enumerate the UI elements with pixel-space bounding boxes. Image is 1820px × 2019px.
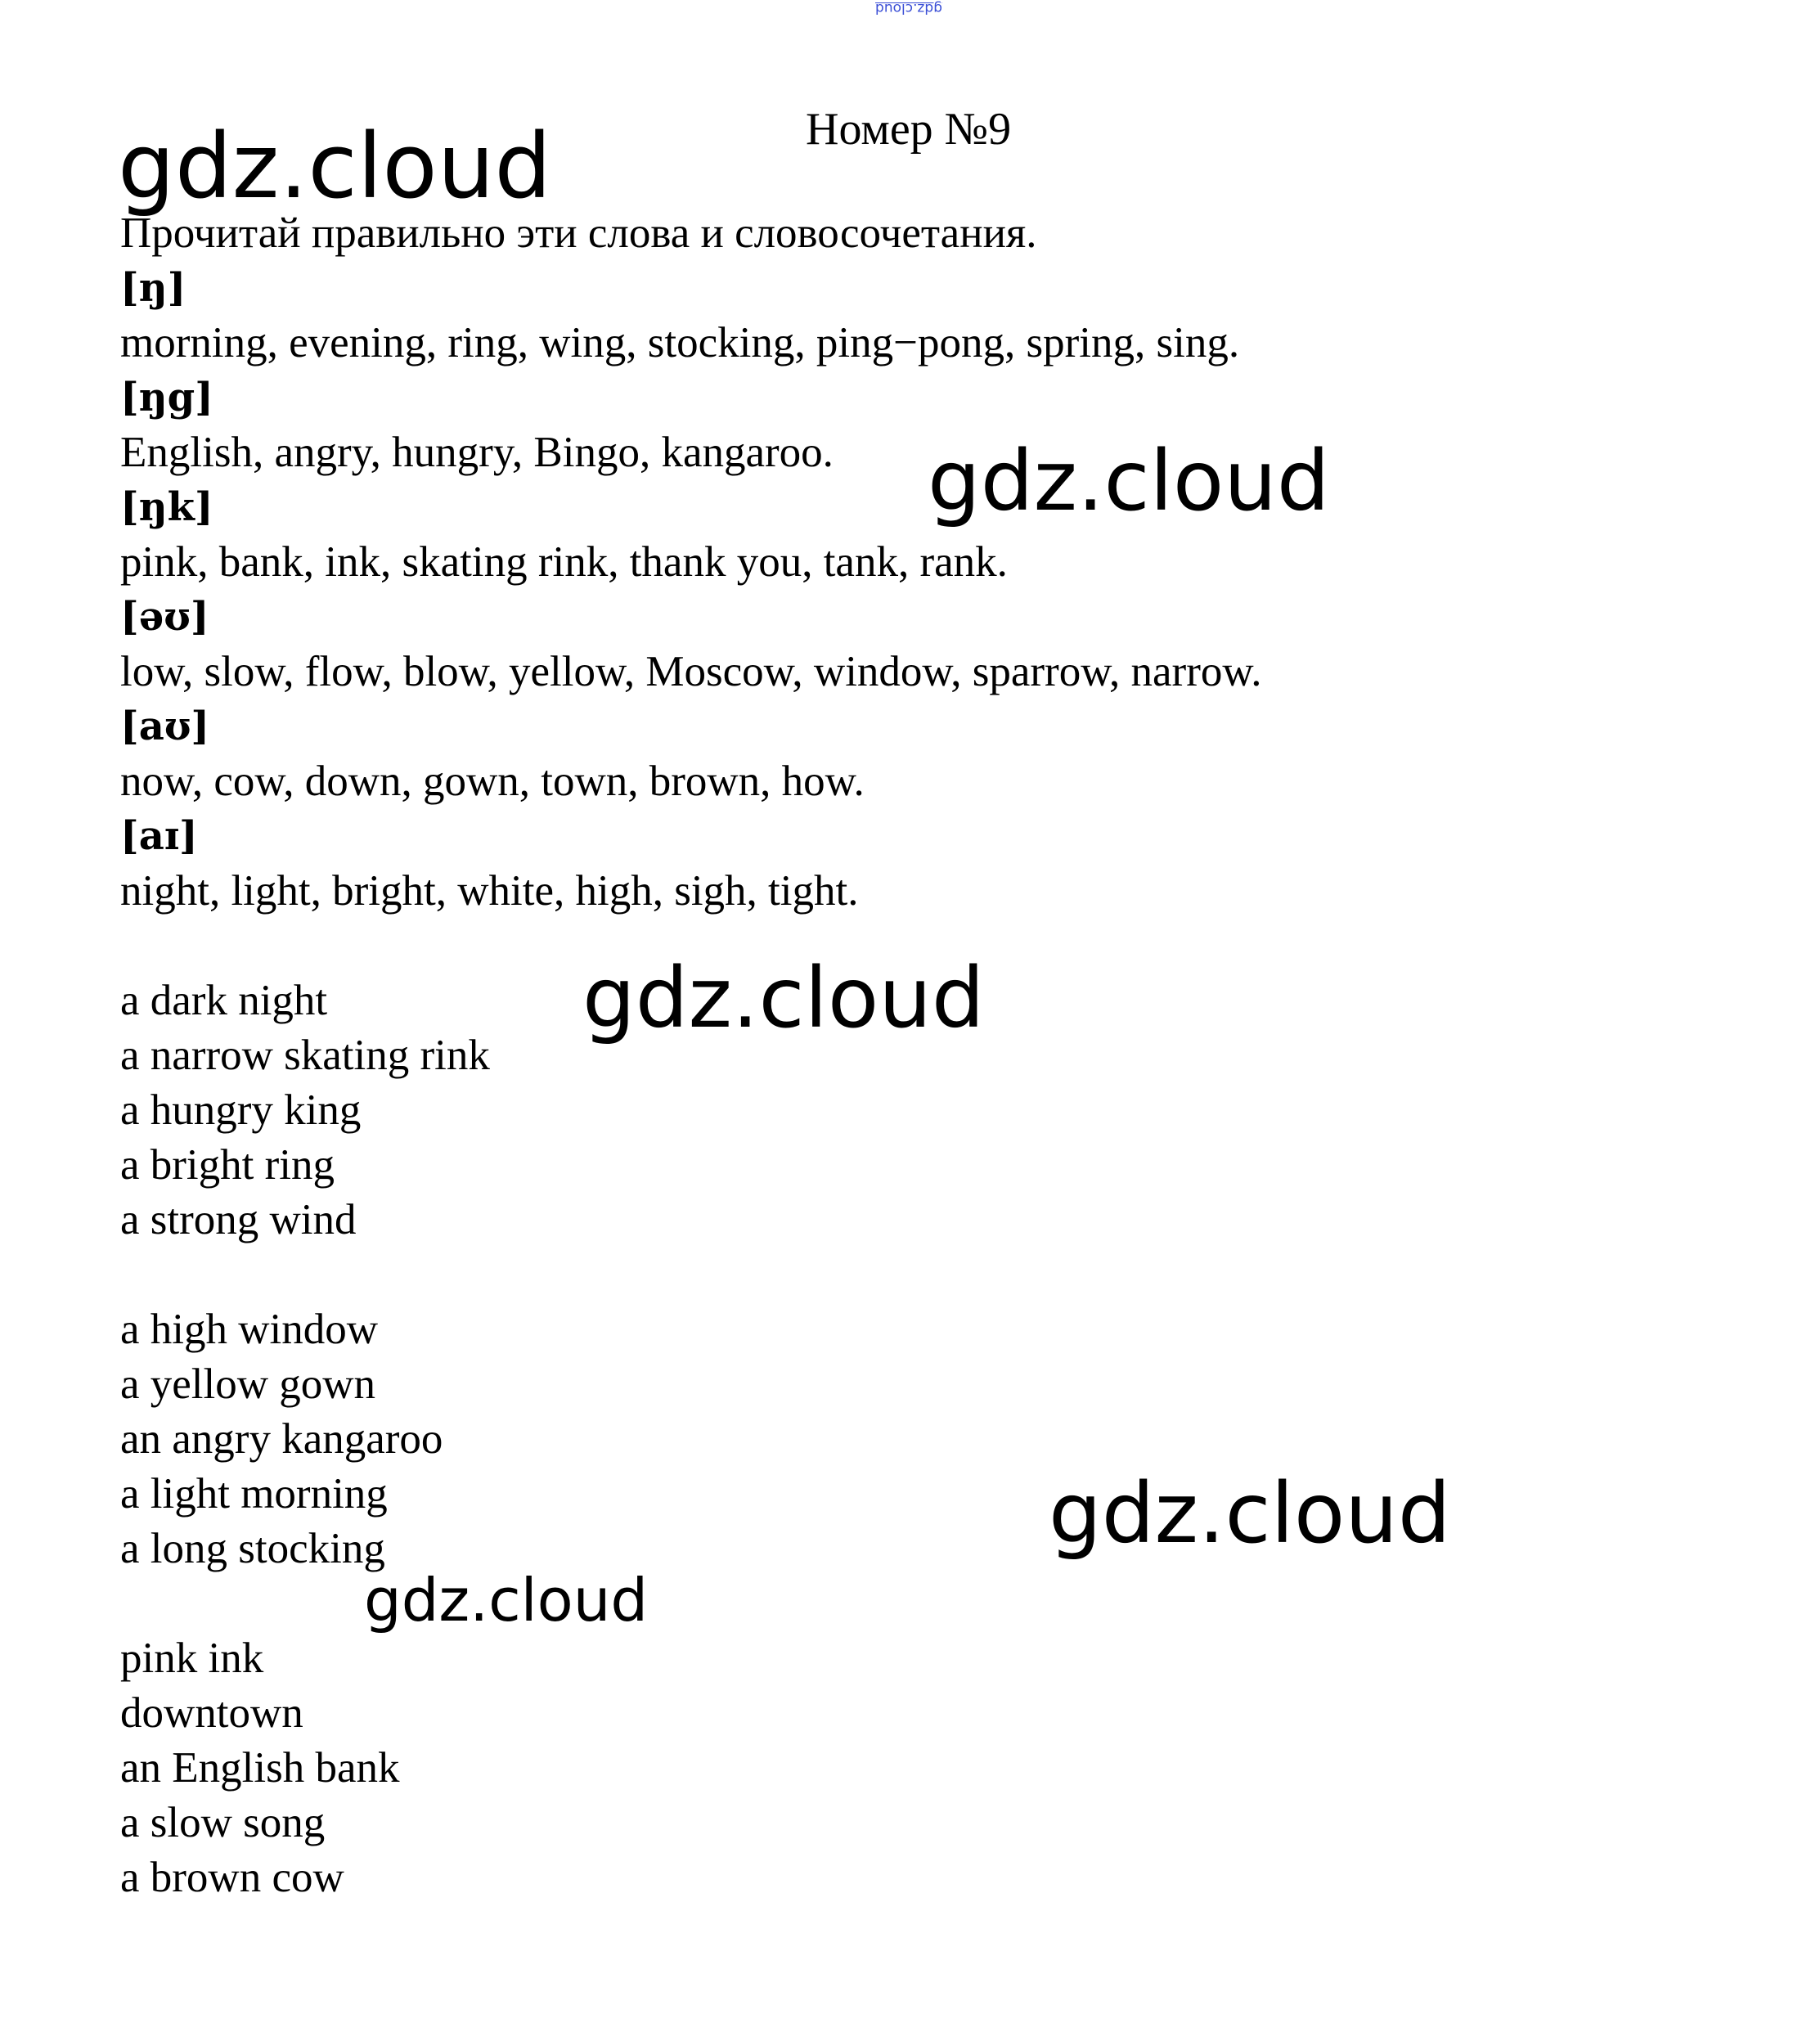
watermark-logo: gdz.cloud xyxy=(1049,1465,1451,1563)
watermark-logo: gdz.cloud xyxy=(364,1566,649,1635)
phrase: an angry kangaroo xyxy=(120,1415,443,1463)
phrase: a narrow skating rink xyxy=(120,1032,490,1079)
phrase: a dark night xyxy=(120,977,328,1024)
watermark-logo: gdz.cloud xyxy=(582,950,985,1047)
phonetic-symbol: [aʊ] xyxy=(120,704,210,749)
word-list: morning, evening, ring, wing, stocking, ping−pong, spring, sing. xyxy=(120,319,1240,366)
page-title: Номер №9 xyxy=(806,104,1012,155)
exercise-content xyxy=(120,206,1674,1905)
phrase: pink ink xyxy=(120,1635,264,1682)
phrase: a brown cow xyxy=(120,1854,344,1901)
word-list: night, light, bright, white, high, sigh, tight. xyxy=(120,867,859,915)
spacer xyxy=(120,919,1674,974)
phrase: a strong wind xyxy=(120,1196,357,1243)
phrase: a bright ring xyxy=(120,1141,335,1189)
word-list: low, slow, flow, blow, yellow, Moscow, window, sparrow, narrow. xyxy=(120,648,1262,695)
watermark-logo: gdz.cloud xyxy=(118,114,552,218)
phrase: a yellow gown xyxy=(120,1360,376,1408)
spacer xyxy=(120,1248,1674,1302)
phonetic-symbol: [aɪ] xyxy=(120,813,198,859)
phonetic-symbol: [əʊ] xyxy=(120,594,209,640)
instruction-text: Прочитай правильно эти слова и словосочетания. xyxy=(120,209,1037,257)
phrase: a high window xyxy=(120,1306,379,1353)
site-link[interactable]: gdz.cloud xyxy=(875,0,942,16)
phrase: a long stocking xyxy=(120,1525,385,1572)
word-list: pink, bank, ink, skating rink, thank you, tank, rank. xyxy=(120,538,1008,586)
phrase: a light morning xyxy=(120,1470,388,1518)
phrase: a hungry king xyxy=(120,1086,362,1134)
word-list: now, cow, down, gown, town, brown, how. xyxy=(120,758,865,805)
phrase: a slow song xyxy=(120,1799,326,1846)
phrase: an English bank xyxy=(120,1744,400,1792)
phrase: downtown xyxy=(120,1689,303,1737)
phonetic-symbol: [ŋk] xyxy=(120,484,213,530)
spacer xyxy=(120,1576,1674,1631)
word-list: English, angry, hungry, Bingo, kangaroo. xyxy=(120,429,834,476)
watermark-logo: gdz.cloud xyxy=(928,433,1330,530)
phonetic-symbol: [ŋ] xyxy=(120,265,186,311)
phonetic-symbol: [ŋg] xyxy=(120,375,213,420)
